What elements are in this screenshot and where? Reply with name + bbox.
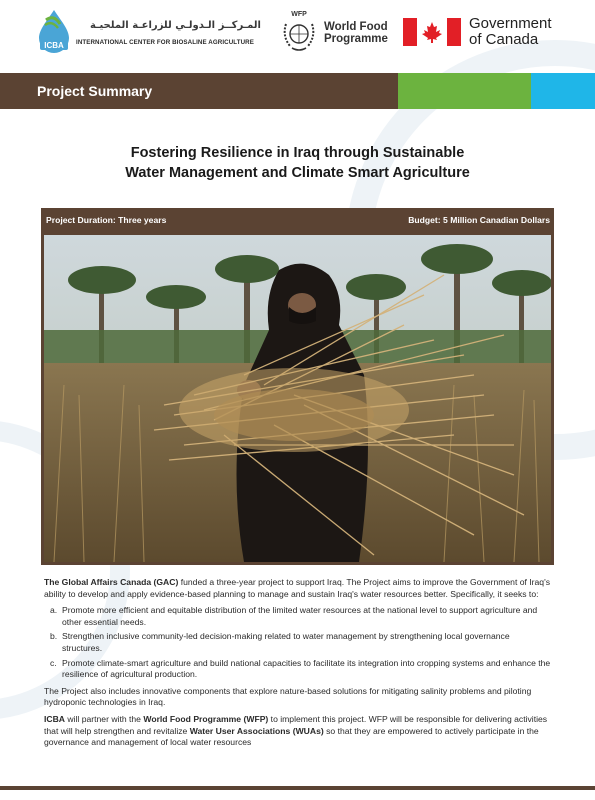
wfp-logo (278, 8, 388, 58)
partnership-text-2: to implement this project. WFP will be responsible for delivering activities that will help strengthen and revitalize (44, 713, 548, 736)
list-item (44, 658, 552, 681)
partnership-text-1: will partner with the (65, 713, 144, 724)
bottom-rule (0, 786, 595, 790)
wfp-name (324, 21, 394, 45)
list-item-text: Promote climate-smart agriculture and build national capacities to facilitate its integration into cropping systems and enhance the resilience of agricultural production. (62, 657, 551, 680)
canada-wordmark (469, 16, 579, 48)
icba-arabic-name: المـركــز الـدولـي للزراعـة الملحيـة (89, 20, 261, 31)
list-marker: a. (50, 605, 58, 616)
partnership-icba: ICBA (44, 713, 66, 724)
project-photo-frame (41, 232, 554, 565)
list-item-text: Promote more efficient and equitable distribution of the limited water resources at the national level to support agriculture and other essential needs. (62, 605, 538, 627)
project-budget: Budget: 5 Million Canadian Dollars (408, 215, 550, 225)
list-marker: c. (50, 657, 57, 668)
wfp-wreath-icon (278, 8, 320, 54)
canada-flag-icon (403, 18, 461, 46)
icba-drop-icon (36, 8, 72, 54)
partnership-wuas: Water User Associations (WUAs) (189, 725, 324, 736)
partnership-wfp: World Food Programme (WFP) (143, 713, 269, 724)
document-title-line1: Fostering Resilience in Iraq through Sustainable (130, 145, 465, 161)
wfp-name-line2: Programme (324, 33, 388, 45)
partnership-text-3: so that they are empowered to actively participate in the governance and management of local water resources (44, 725, 539, 748)
objectives-list (44, 605, 552, 681)
components-paragraph: The Project also includes innovative components that explore nature-based solutions for mitigating salinity problems and piloting hydroponic technologies in Iraq. (44, 685, 532, 708)
project-duration: Project Duration: Three years (46, 215, 167, 225)
list-item-text: Strengthen inclusive community-led decision-making related to water management by strengthening local governance structures. (62, 631, 510, 653)
band-blue-block (531, 73, 595, 109)
wfp-name-line1: World Food (324, 21, 388, 33)
government-of-canada-logo (403, 16, 573, 50)
document-title (40, 143, 555, 183)
canada-wordmark-line1: Government (469, 15, 552, 32)
wfp-acronym: WFP (291, 11, 307, 18)
intro-paragraph (44, 577, 552, 600)
icba-english-name: INTERNATIONAL CENTER FOR BIOSALINE AGRICULTURE (76, 39, 254, 46)
document-title-line2: Water Management and Climate Smart Agriculture (125, 165, 470, 181)
band-green-block (398, 73, 531, 109)
intro-bold: The Global Affairs Canada (GAC) (44, 577, 179, 587)
canada-wordmark-line2: of Canada (469, 31, 539, 48)
list-item (44, 605, 552, 628)
icba-logo (36, 8, 266, 58)
intro-text: funded a three-year project to support Iraq. The Project aims to improve the Government of Iraq's ability to develop and apply evidence-based planning to manage and sustain Iraq's water resources better. Specifically, it seeks to: (44, 577, 551, 599)
summary-body (44, 577, 552, 754)
list-marker: b. (50, 631, 58, 642)
wheat-harvest-photo (44, 235, 551, 562)
list-item (44, 631, 552, 654)
icba-badge-text: ICBA (44, 41, 64, 50)
section-title: Project Summary (37, 83, 153, 99)
header-logos (0, 0, 595, 72)
partnership-paragraph (44, 714, 552, 749)
